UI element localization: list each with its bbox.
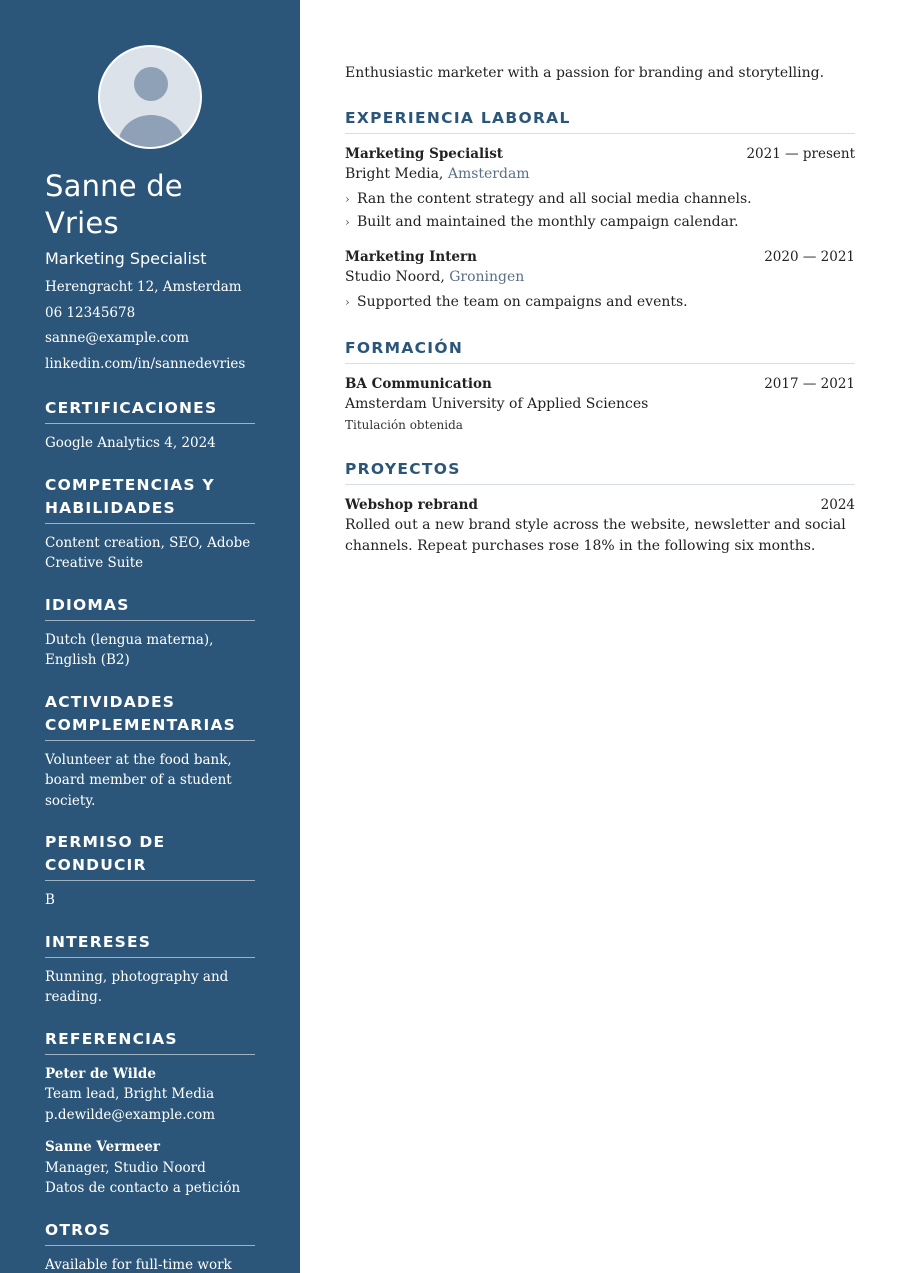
bullet-item [345, 291, 855, 314]
activities-text: Volunteer at the food bank, board member of a student society. [45, 751, 232, 809]
reference-role: Team lead, Bright Media [45, 1086, 215, 1102]
avatar-body-icon [118, 115, 184, 149]
chevron-right-icon: › [345, 295, 350, 309]
entry-header [345, 495, 855, 515]
bullet-text: Ran the content strategy and all social media channels. [357, 191, 752, 207]
sidebar-content [45, 168, 255, 1273]
address: Herengracht 12, Amsterdam [45, 279, 242, 295]
reference-item [45, 1137, 255, 1199]
section-interests [45, 931, 255, 1008]
reference-contact: Datos de contacto a petición [45, 1180, 241, 1196]
job-employer [345, 164, 855, 185]
chevron-right-icon: › [345, 192, 350, 206]
section-title: REFERENCIAS [45, 1028, 255, 1055]
avatar [98, 45, 202, 149]
employer-name: Studio Noord, [345, 269, 445, 285]
license-text: B [45, 892, 55, 908]
candidate-role: Marketing Specialist [45, 249, 207, 268]
section-title: PERMISO DE CONDUCIR [45, 831, 255, 881]
bullet-item [345, 188, 855, 211]
project-date: 2024 [820, 497, 855, 513]
section-title: CERTIFICACIONES [45, 397, 255, 424]
reference-contact: p.dewilde@example.com [45, 1106, 216, 1123]
reference-name: Peter de Wilde [45, 1065, 156, 1082]
email: sanne@example.com [45, 330, 190, 346]
section-activities [45, 691, 255, 812]
contact-info [45, 275, 255, 377]
reference-item [45, 1064, 255, 1126]
reference-role: Manager, Studio Noord [45, 1159, 206, 1176]
section-title: ACTIVIDADES COMPLEMENTARIAS [45, 691, 255, 741]
skills-text: Content creation, SEO, Adobe Creative Suite [45, 534, 251, 571]
phone: 06 12345678 [45, 304, 136, 321]
section-title: COMPETENCIAS Y HABILIDADES [45, 474, 255, 524]
job-title: Marketing Intern [345, 249, 477, 265]
avatar-head-icon [134, 67, 168, 101]
entry-header [345, 144, 855, 164]
certifications-text: Google Analytics 4, 2024 [45, 435, 216, 451]
degree-title: BA Communication [345, 376, 492, 392]
section-experience [345, 107, 855, 314]
experience-item [345, 247, 855, 314]
chevron-right-icon: › [345, 215, 350, 229]
job-employer [345, 267, 855, 288]
entry-header [345, 247, 855, 267]
section-title: FORMACIÓN [345, 337, 855, 364]
linkedin: linkedin.com/in/sannedevries [45, 355, 246, 372]
bullet-item [345, 211, 855, 234]
bullet-text: Supported the team on campaigns and events. [357, 294, 688, 310]
section-skills [45, 474, 255, 574]
languages-text: Dutch (lengua materna), English (B2) [45, 631, 214, 668]
section-title: OTROS [45, 1219, 255, 1246]
education-item [345, 374, 855, 435]
section-certifications [45, 397, 255, 454]
project-title: Webshop rebrand [345, 497, 478, 513]
section-other [45, 1219, 255, 1273]
sidebar [0, 0, 300, 1273]
section-driving-license [45, 831, 255, 911]
section-title: PROYECTOS [345, 458, 855, 485]
candidate-name: Sanne de Vries [45, 169, 183, 240]
section-references [45, 1028, 255, 1199]
employer-name: Bright Media, [345, 166, 444, 182]
interests-text: Running, photography and reading. [45, 968, 229, 1005]
employer-location: Amsterdam [447, 166, 530, 182]
main-content [345, 62, 855, 557]
job-dates: 2020 — 2021 [764, 249, 855, 265]
section-title: EXPERIENCIA LABORAL [345, 107, 855, 134]
section-title: INTERESES [45, 931, 255, 958]
summary: Enthusiastic marketer with a passion for branding and storytelling. [345, 65, 825, 81]
employer-location: Groningen [449, 269, 525, 285]
project-description: Rolled out a new brand style across the website, newsletter and social channels. Repeat purchases rose 18% in the following six months. [345, 517, 846, 554]
section-title: IDIOMAS [45, 594, 255, 621]
section-languages [45, 594, 255, 671]
bullet-list [345, 291, 855, 314]
job-title: Marketing Specialist [345, 146, 504, 162]
section-education [345, 337, 855, 435]
experience-item [345, 144, 855, 234]
institution: Amsterdam University of Applied Sciences [345, 396, 649, 412]
degree-note: Titulación obtenida [345, 418, 463, 432]
job-dates: 2021 — present [746, 146, 855, 162]
bullet-text: Built and maintained the monthly campaign calendar. [357, 214, 739, 230]
bullet-list [345, 188, 855, 234]
section-projects [345, 458, 855, 557]
reference-name: Sanne Vermeer [45, 1139, 160, 1155]
project-item [345, 495, 855, 557]
education-dates: 2017 — 2021 [764, 376, 855, 392]
other-text: Available for full-time work [45, 1256, 232, 1273]
entry-header [345, 374, 855, 394]
